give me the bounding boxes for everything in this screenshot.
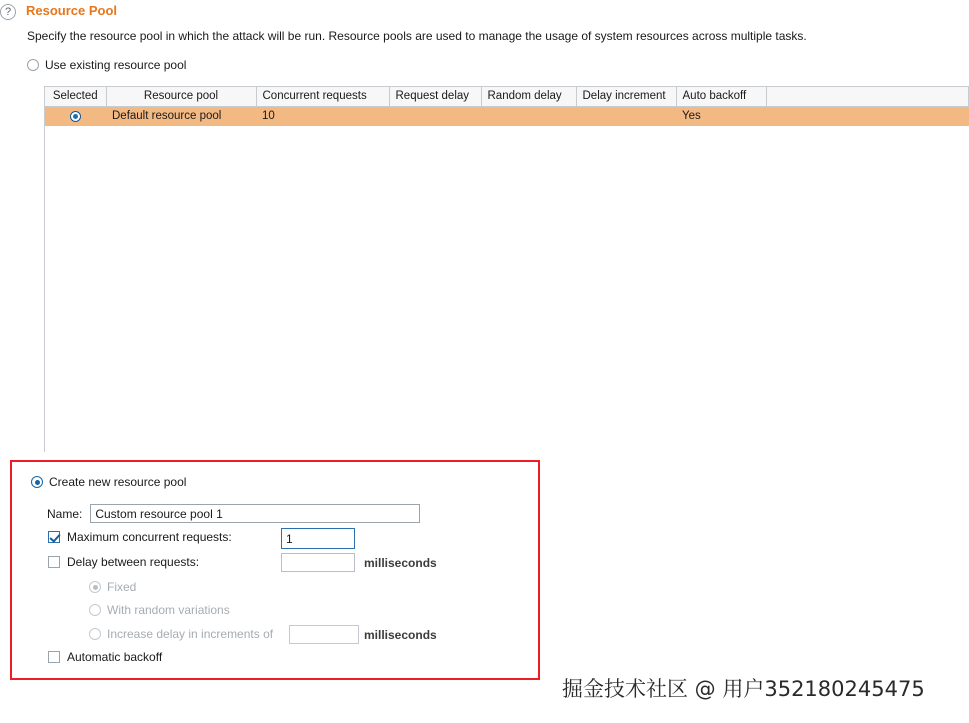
row-select-radio[interactable]: [70, 111, 81, 122]
random-variations-option[interactable]: [89, 603, 230, 617]
panel-description: Specify the resource pool in which the attack will be run. Resource pools are used to manage the usage of system resources across multiple tasks.: [27, 29, 807, 43]
watermark: 掘金技术社区 @ 用户352180245475: [562, 677, 925, 701]
fixed-delay-label: Fixed: [107, 580, 137, 594]
delay-between-requests-checkbox[interactable]: [48, 556, 60, 568]
row-delay-increment: [576, 106, 676, 126]
fixed-delay-option[interactable]: [89, 580, 136, 594]
column-header-request-delay[interactable]: Request delay: [389, 87, 481, 106]
pool-name-input[interactable]: [90, 504, 420, 523]
max-concurrent-row[interactable]: [48, 530, 232, 544]
use-existing-radio[interactable]: [27, 59, 39, 71]
table-row[interactable]: [45, 106, 969, 126]
max-concurrent-checkbox[interactable]: [48, 531, 60, 543]
delay-increment-input[interactable]: [289, 625, 359, 644]
random-variations-label: With random variations: [107, 603, 230, 617]
increase-delay-label: Increase delay in increments of: [107, 627, 274, 641]
bottom-strip: [0, 705, 969, 723]
column-header-random-delay[interactable]: Random delay: [481, 87, 576, 106]
delay-between-requests-input[interactable]: [281, 553, 355, 572]
pool-name-row: [47, 504, 420, 523]
create-new-radio[interactable]: [31, 476, 43, 488]
column-header-selected[interactable]: Selected: [45, 87, 106, 106]
row-request-delay: [389, 106, 481, 126]
increase-delay-option[interactable]: [89, 627, 273, 641]
increase-delay-radio[interactable]: [89, 628, 101, 640]
use-existing-resource-pool-option[interactable]: [27, 58, 186, 72]
page-title: Resource Pool: [26, 3, 118, 18]
delay-between-requests-label: Delay between requests:: [67, 555, 200, 569]
column-header-delay-increment[interactable]: Delay increment: [576, 87, 676, 106]
automatic-backoff-checkbox[interactable]: [48, 651, 60, 663]
use-existing-label: Use existing resource pool: [45, 58, 187, 72]
resource-pool-table[interactable]: [44, 86, 969, 452]
row-auto-backoff: Yes: [676, 106, 766, 126]
delay-unit-label: milliseconds: [364, 556, 437, 570]
max-concurrent-label: Maximum concurrent requests:: [67, 530, 232, 544]
automatic-backoff-label: Automatic backoff: [67, 650, 163, 664]
create-new-label: Create new resource pool: [49, 475, 187, 489]
column-header-concurrent-requests[interactable]: Concurrent requests: [256, 87, 389, 106]
random-variations-radio[interactable]: [89, 604, 101, 616]
row-resource-pool-name: Default resource pool: [106, 106, 256, 126]
row-random-delay: [481, 106, 576, 126]
row-filler: [766, 106, 969, 126]
panel-header: [0, 0, 969, 24]
create-new-resource-pool-section: [10, 460, 540, 680]
column-header-filler: [766, 87, 969, 106]
fixed-delay-radio[interactable]: [89, 581, 101, 593]
row-selected-cell[interactable]: [45, 106, 106, 126]
column-header-auto-backoff[interactable]: Auto backoff: [676, 87, 766, 106]
column-header-resource-pool[interactable]: Resource pool: [106, 87, 256, 106]
automatic-backoff-row[interactable]: [48, 650, 162, 664]
row-concurrent-requests: 10: [256, 106, 389, 126]
help-icon[interactable]: ?: [0, 4, 16, 20]
table-header-row: [45, 87, 969, 106]
pool-name-label: Name:: [47, 506, 83, 521]
increment-unit-label: milliseconds: [364, 628, 437, 642]
delay-between-requests-row[interactable]: [48, 555, 199, 569]
max-concurrent-input[interactable]: [281, 528, 355, 549]
create-new-resource-pool-option[interactable]: [31, 475, 186, 489]
